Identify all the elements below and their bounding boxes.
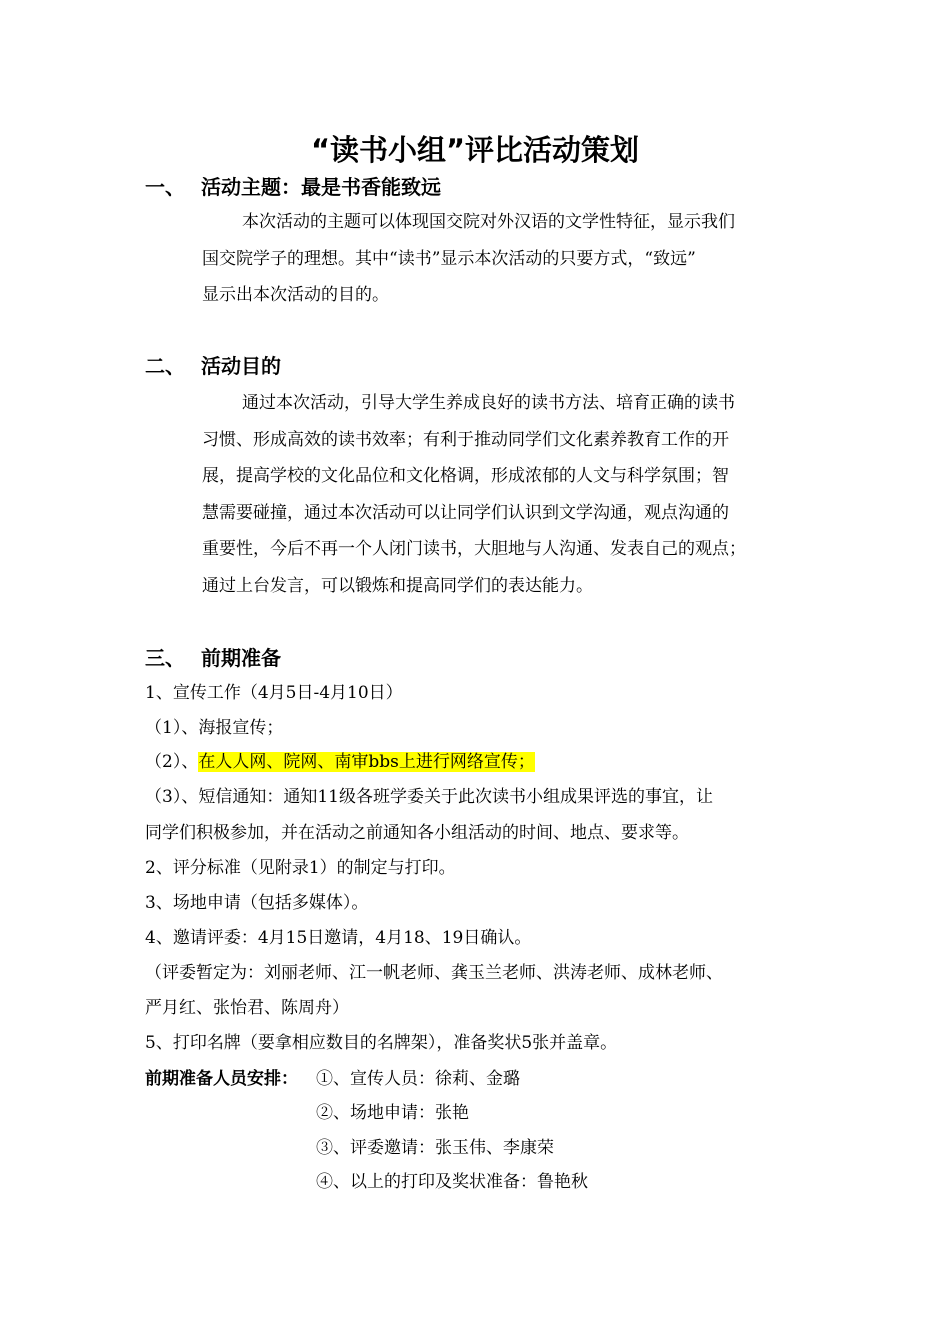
section-2-line: 通过上台发言，可以锻炼和提高同学们的表达能力。	[202, 575, 593, 596]
prep-item-4: 4、邀请评委：4月15日邀请，4月18、19日确认。	[145, 928, 532, 948]
section-2-line: 习惯、形成高效的读书效率；有利于推动同学们文化素养教育工作的开	[202, 429, 729, 450]
section-3-title: 前期准备	[201, 646, 281, 670]
prep-item-1-2-prefix: （2）、	[145, 752, 199, 772]
prep-item-4-judges: （评委暂定为：刘丽老师、江一帆老师、龚玉兰老师、洪涛老师、成林老师、	[145, 963, 723, 983]
section-1-number: 一、	[145, 175, 185, 199]
prep-item-4-judges-cont: 严月红、张怡君、陈周舟）	[145, 998, 349, 1018]
staff-item: ①、宣传人员：徐莉、金璐	[316, 1069, 520, 1089]
staff-item: ②、场地申请：张艳	[316, 1103, 469, 1123]
prep-item-3: 3、场地申请（包括多媒体）。	[145, 893, 369, 913]
prep-item-1: 1、宣传工作（4月5日-4月10日）	[145, 683, 403, 703]
staff-label: 前期准备人员安排：	[145, 1069, 298, 1089]
section-2-body	[202, 385, 822, 604]
section-3-heading	[145, 643, 281, 673]
staff-item: ③、评委邀请：张玉伟、李康荣	[316, 1138, 554, 1158]
prep-item-1-1: （1）、海报宣传；	[145, 718, 284, 738]
section-1-title: 活动主题：最是书香能致远	[201, 175, 441, 199]
staff-row-1	[145, 1064, 298, 1094]
section-1-body	[202, 204, 822, 314]
section-2-line: 慧需要碰撞，通过本次活动可以让同学们认识到文学沟通，观点沟通的	[202, 502, 729, 523]
section-2-line: 重要性，今后不再一个人闭门读书，大胆地与人沟通、发表自己的观点；	[202, 539, 746, 559]
section-1-line: 显示出本次活动的目的。	[202, 285, 389, 305]
prep-item-1-3-cont: 同学们积极参加，并在活动之前通知各小组活动的时间、地点、要求等。	[145, 823, 689, 843]
section-2-line: 通过本次活动，引导大学生养成良好的读书方法、培育正确的读书	[242, 393, 735, 413]
highlighted-text: 在人人网、院网、南审bbs上进行网络宣传；	[198, 752, 535, 772]
section-2-line: 展，提高学校的文化品位和文化格调，形成浓郁的人文与科学氛围；智	[202, 466, 729, 486]
section-2-number: 二、	[145, 354, 185, 378]
section-1-heading	[145, 172, 441, 202]
prep-item-1-2	[145, 747, 535, 777]
document-title: “读书小组”评比活动策划	[310, 133, 640, 167]
prep-item-5: 5、打印名牌（要拿相应数目的名牌架），准备奖状5张并盖章。	[145, 1033, 618, 1053]
staff-item: ④、以上的打印及奖状准备：鲁艳秋	[316, 1172, 588, 1192]
section-3-number: 三、	[145, 646, 185, 670]
section-2-heading	[145, 351, 281, 381]
prep-item-2: 2、评分标准（见附录1）的制定与打印。	[145, 858, 456, 878]
section-1-line: 本次活动的主题可以体现国交院对外汉语的文学性特征，显示我们	[242, 212, 735, 232]
prep-item-1-3: （3）、短信通知：通知11级各班学委关于此次读书小组成果评选的事宜，让	[145, 787, 713, 807]
section-2-title: 活动目的	[201, 354, 281, 378]
section-1-line: 国交院学子的理想。其中“读书”显示本次活动的只要方式，“致远”	[202, 248, 696, 269]
